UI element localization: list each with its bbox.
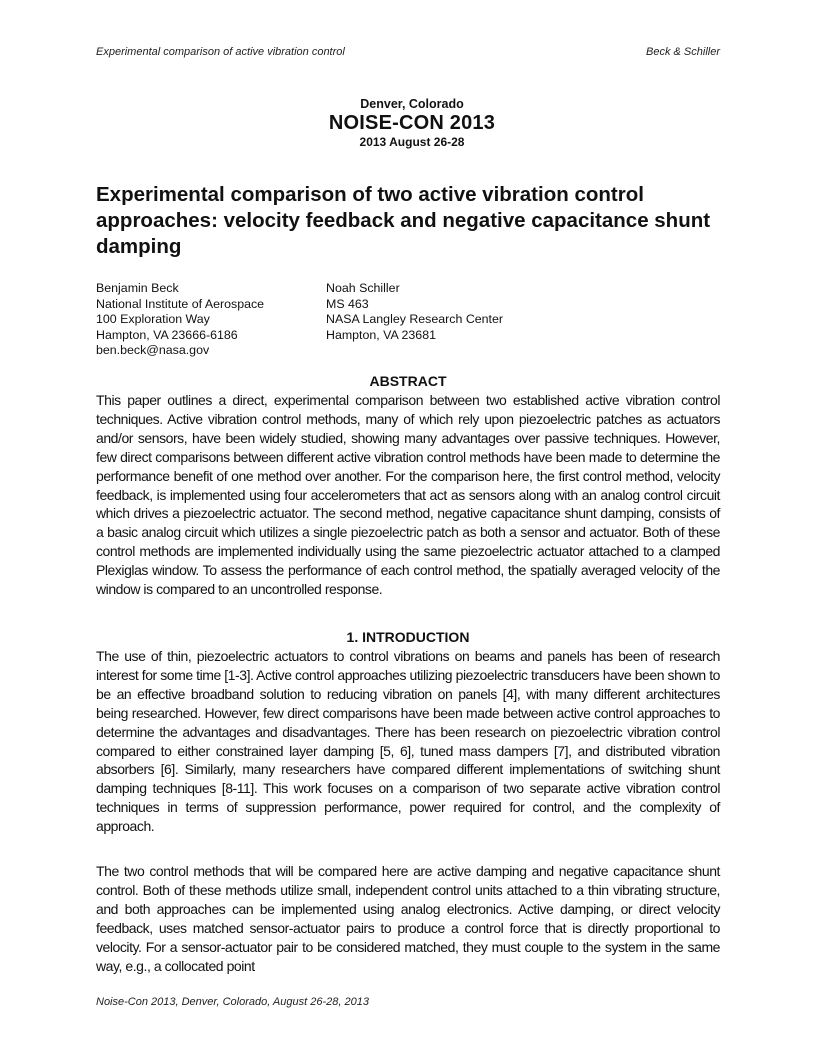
author-email: ben.beck@nasa.gov bbox=[96, 343, 210, 358]
conference-dates: 2013 August 26-28 bbox=[359, 135, 465, 149]
conference-name: NOISE-CON 2013 bbox=[328, 112, 496, 134]
conference-block bbox=[0, 97, 816, 149]
conference-city: Denver, Colorado bbox=[360, 97, 464, 111]
introduction-paragraph-1: The use of thin, piezoelectric actuators to control vibrations on beams and panels has been of research interest for some time [1-3]. Active control approaches utilizing piezoelectric transducers have been shown to be an effective broadband solution to reducing vibration on panels [4], with many different architectures being researched. However, few direct comparisons have been made between active control approaches to determine the advantages and disadvantages. There has been research on piezoelectric vibration control compared to either constrained layer damping [5, 6], tuned mass dampers [7], and distributed vibration absorbers [6]. Similarly, many researchers have compared different implementations of switching shunt damping techniques [8-11]. This work focuses on a comparison of two separate active vibration control techniques in terms of suppression performance, power required for control, and the complexity of approach. bbox=[96, 648, 720, 835]
paper-title: Experimental comparison of two active vibration control approaches: velocity feedback and negative capacitance shunt damping bbox=[96, 183, 711, 258]
abstract-text: This paper outlines a direct, experimental comparison between two established active vibration control techniques. Active vibration control methods, many of which rely upon piezoelectric patches as actuators and/or sensors, have been widely studied, showing many advantages over passive techniques. However, few direct comparisons between different active vibration control methods have been made to determine the performance benefit of one method over another. For the comparison here, the first control method, velocity feedback, is implemented using four accelerometers that act as sensors along with an analog control circuit which drives a piezoelectric actuator. The second method, negative capacitance shunt damping, consists of a basic analog circuit which utilizes a single piezoelectric patch as both a sensor and actuator. Both of these control methods are implemented individually using the same piezoelectric actuator attached to a clamped Plexiglas window. To assess the performance of each control method, the spatially averaged velocity of the window is compared to an uncontrolled response. bbox=[96, 392, 720, 598]
author-affiliation: National Institute of Aerospace bbox=[96, 296, 265, 311]
author-1 bbox=[96, 281, 264, 359]
introduction-heading: 1. INTRODUCTION bbox=[346, 629, 470, 645]
author-name: Benjamin Beck bbox=[96, 281, 179, 295]
author-affiliation: MS 463 bbox=[326, 296, 369, 311]
author-address-line: Hampton, VA 23666-6186 bbox=[96, 327, 238, 342]
author-name: Noah Schiller bbox=[326, 281, 400, 295]
author-address-line: Hampton, VA 23681 bbox=[326, 327, 436, 342]
author-2 bbox=[326, 281, 503, 343]
running-header bbox=[96, 46, 720, 58]
running-header-title: Experimental comparison of active vibration control bbox=[96, 46, 345, 58]
abstract-heading: ABSTRACT bbox=[369, 373, 447, 389]
author-address-line: NASA Langley Research Center bbox=[326, 312, 504, 327]
page-footer: Noise-Con 2013, Denver, Colorado, August 26-28, 2013 bbox=[96, 996, 369, 1008]
author-address-line: 100 Exploration Way bbox=[96, 312, 210, 327]
introduction-paragraph-2: The two control methods that will be compared here are active damping and negative capacitance shunt control. Both of these methods utilize small, independent control units attached to a thin vibrating structure, and both approaches can be implemented using analog electronics. Active damping, or direct velocity feedback, uses matched sensor-actuator pairs to produce a control force that is directly proportional to velocity. For a sensor-actuator pair to be considered matched, they must couple to the system in the same way, e.g., a collocated point bbox=[96, 863, 720, 974]
running-header-authors: Beck & Schiller bbox=[646, 46, 720, 58]
